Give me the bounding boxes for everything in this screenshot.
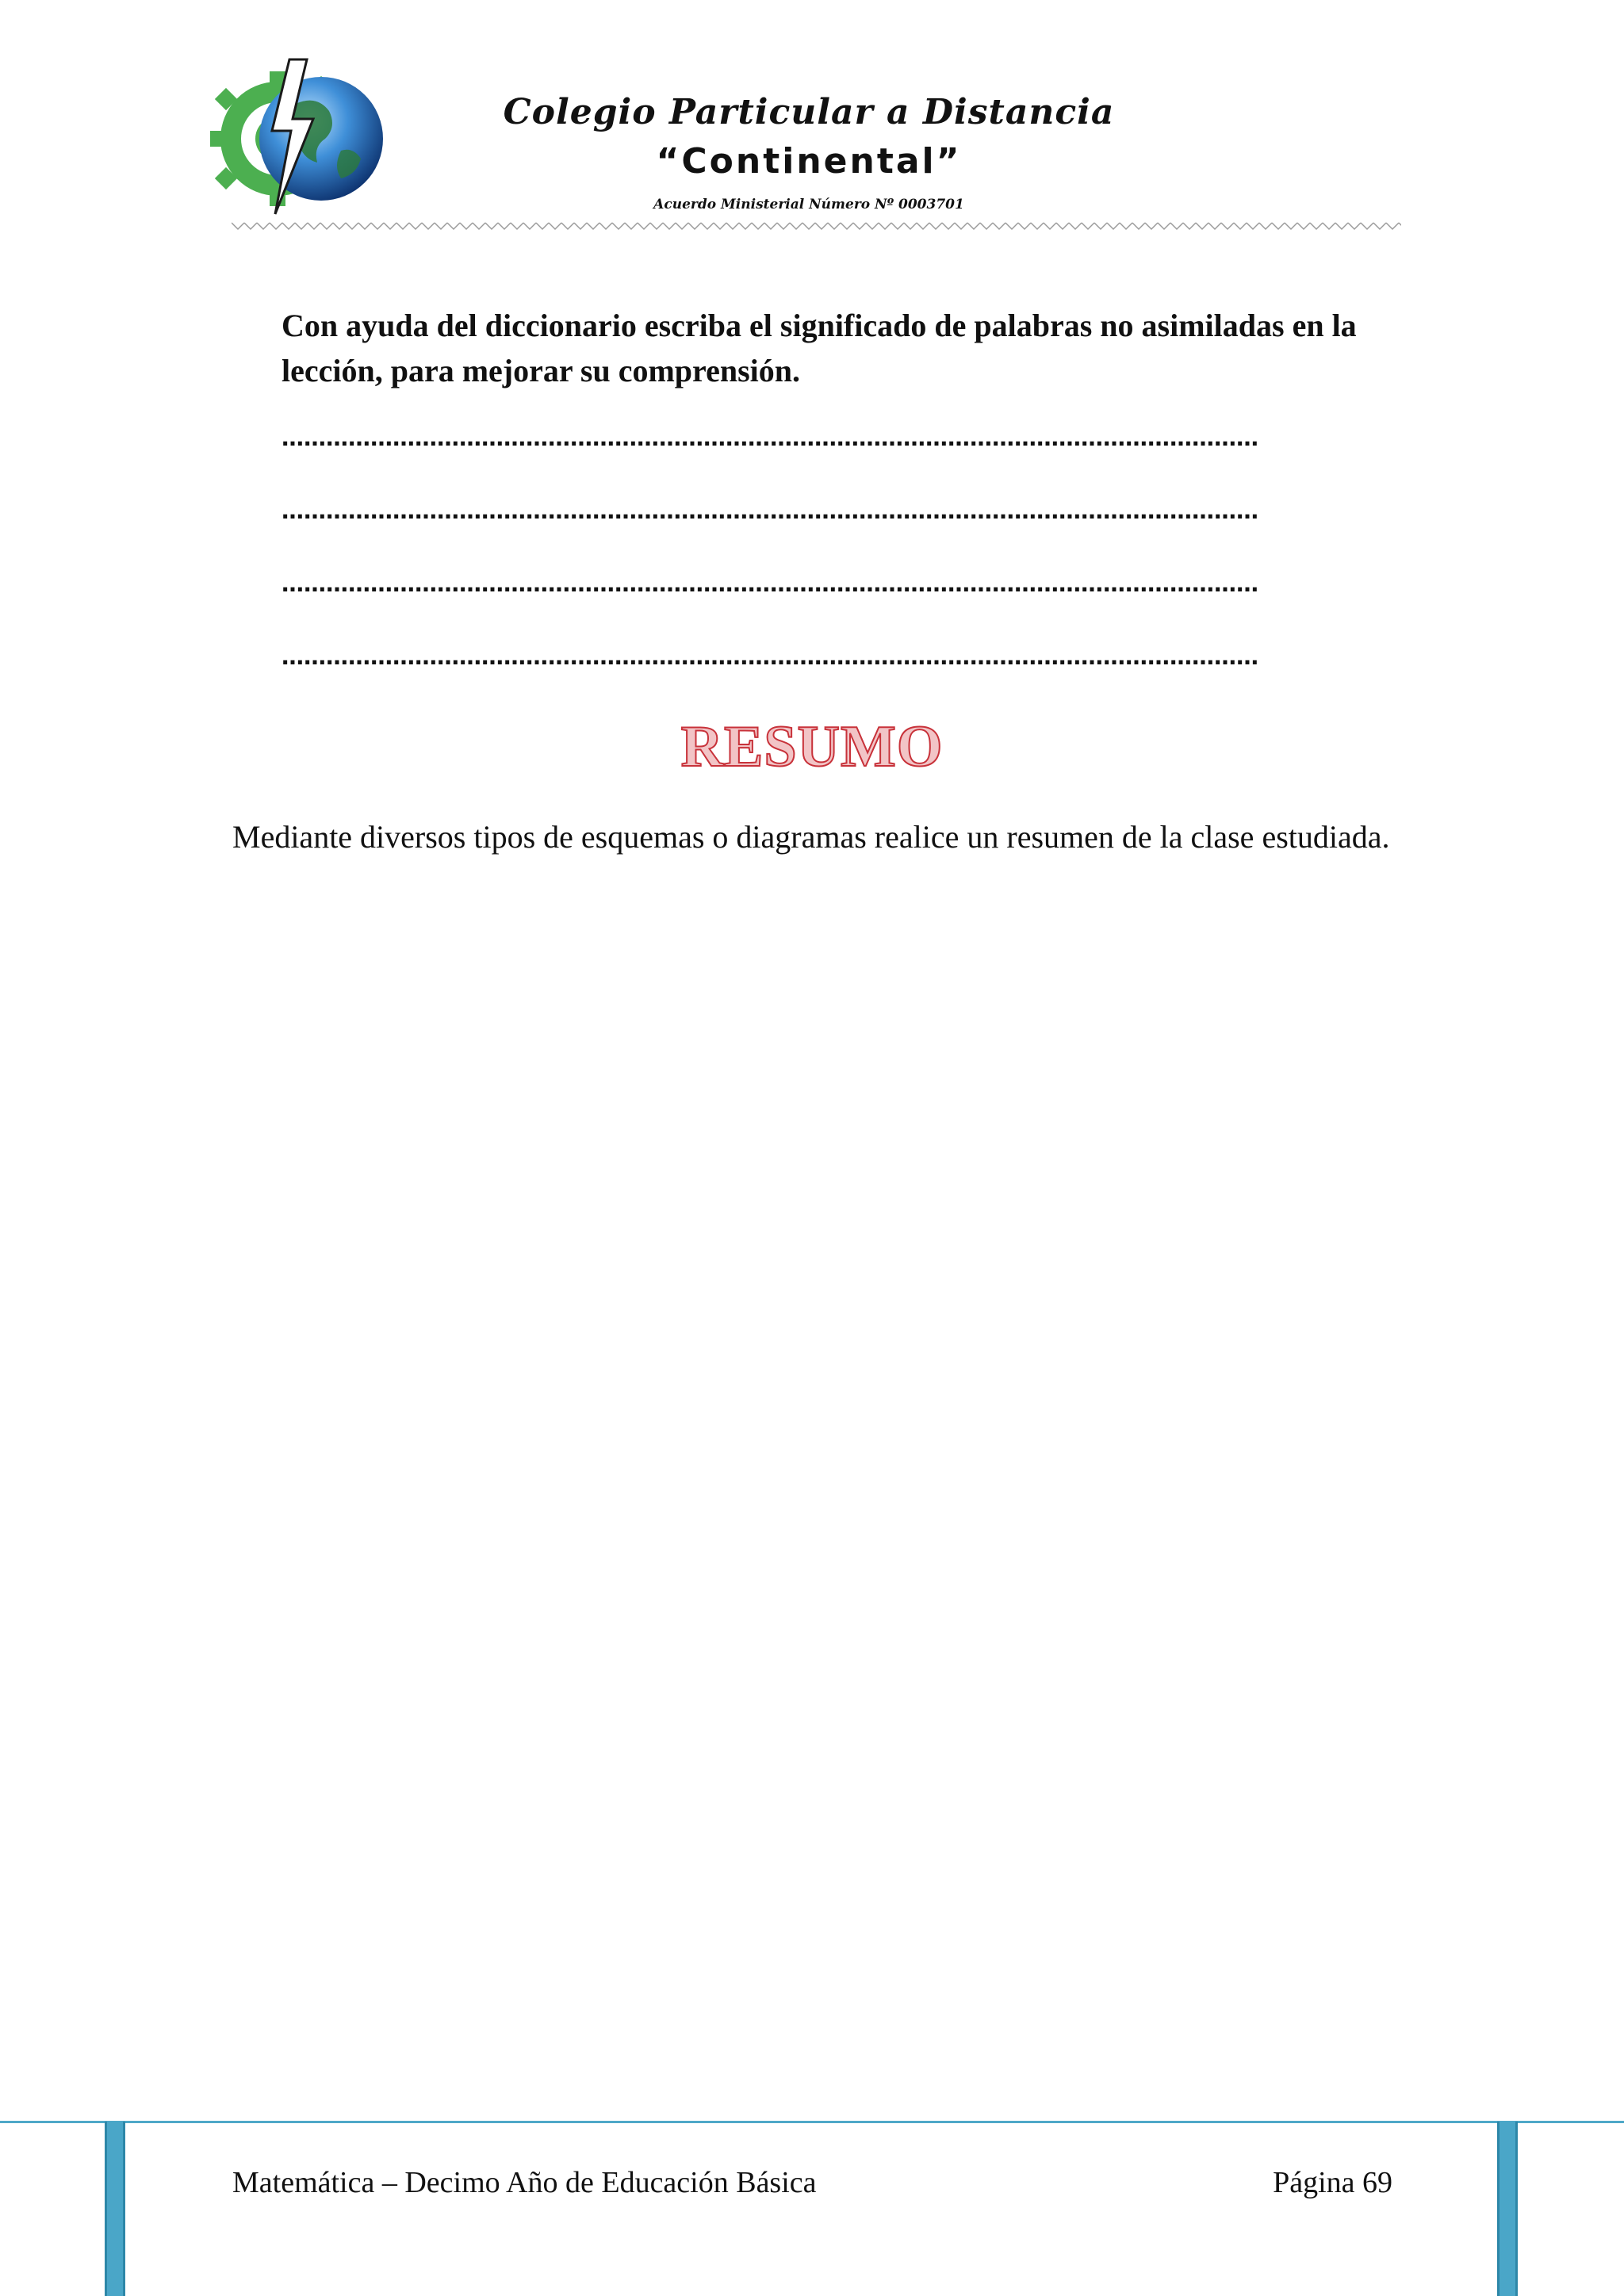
page-number: Página 69	[1273, 2166, 1392, 2199]
answer-line-2[interactable]: ……………………………………………………………………………………………………………………	[282, 499, 1258, 523]
school-name: Colegio Particular a Distancia	[503, 92, 1115, 132]
summary-instruction: Mediante diversos tipos de esquemas o diagramas realice un resumen de la clase estudiada.	[232, 819, 1390, 855]
answer-line-4[interactable]: ……………………………………………………………………………………………………………………	[282, 645, 1258, 669]
school-title: “Continental”	[656, 141, 962, 182]
summary-title: RESUMO	[680, 714, 944, 779]
ministerial-agreement: Acuerdo Ministerial Número Nº 0003701	[653, 197, 964, 212]
globe-icon	[259, 77, 383, 201]
answer-line-1[interactable]: ……………………………………………………………………………………………………………………	[282, 427, 1258, 450]
footer-subject: Matemática – Decimo Año de Educación Básica	[232, 2166, 817, 2199]
activity-instruction: Con ayuda del diccionario escriba el significado de palabras no asimiladas en la lección, para mejorar su comprensión.	[282, 308, 1357, 388]
footer-divider	[0, 2121, 1624, 2123]
footer-left-bar	[105, 2122, 125, 2296]
header-divider	[232, 220, 1401, 232]
school-logo	[202, 55, 393, 222]
footer-right-bar	[1497, 2122, 1518, 2296]
answer-line-3[interactable]: ……………………………………………………………………………………………………………………	[282, 572, 1258, 596]
